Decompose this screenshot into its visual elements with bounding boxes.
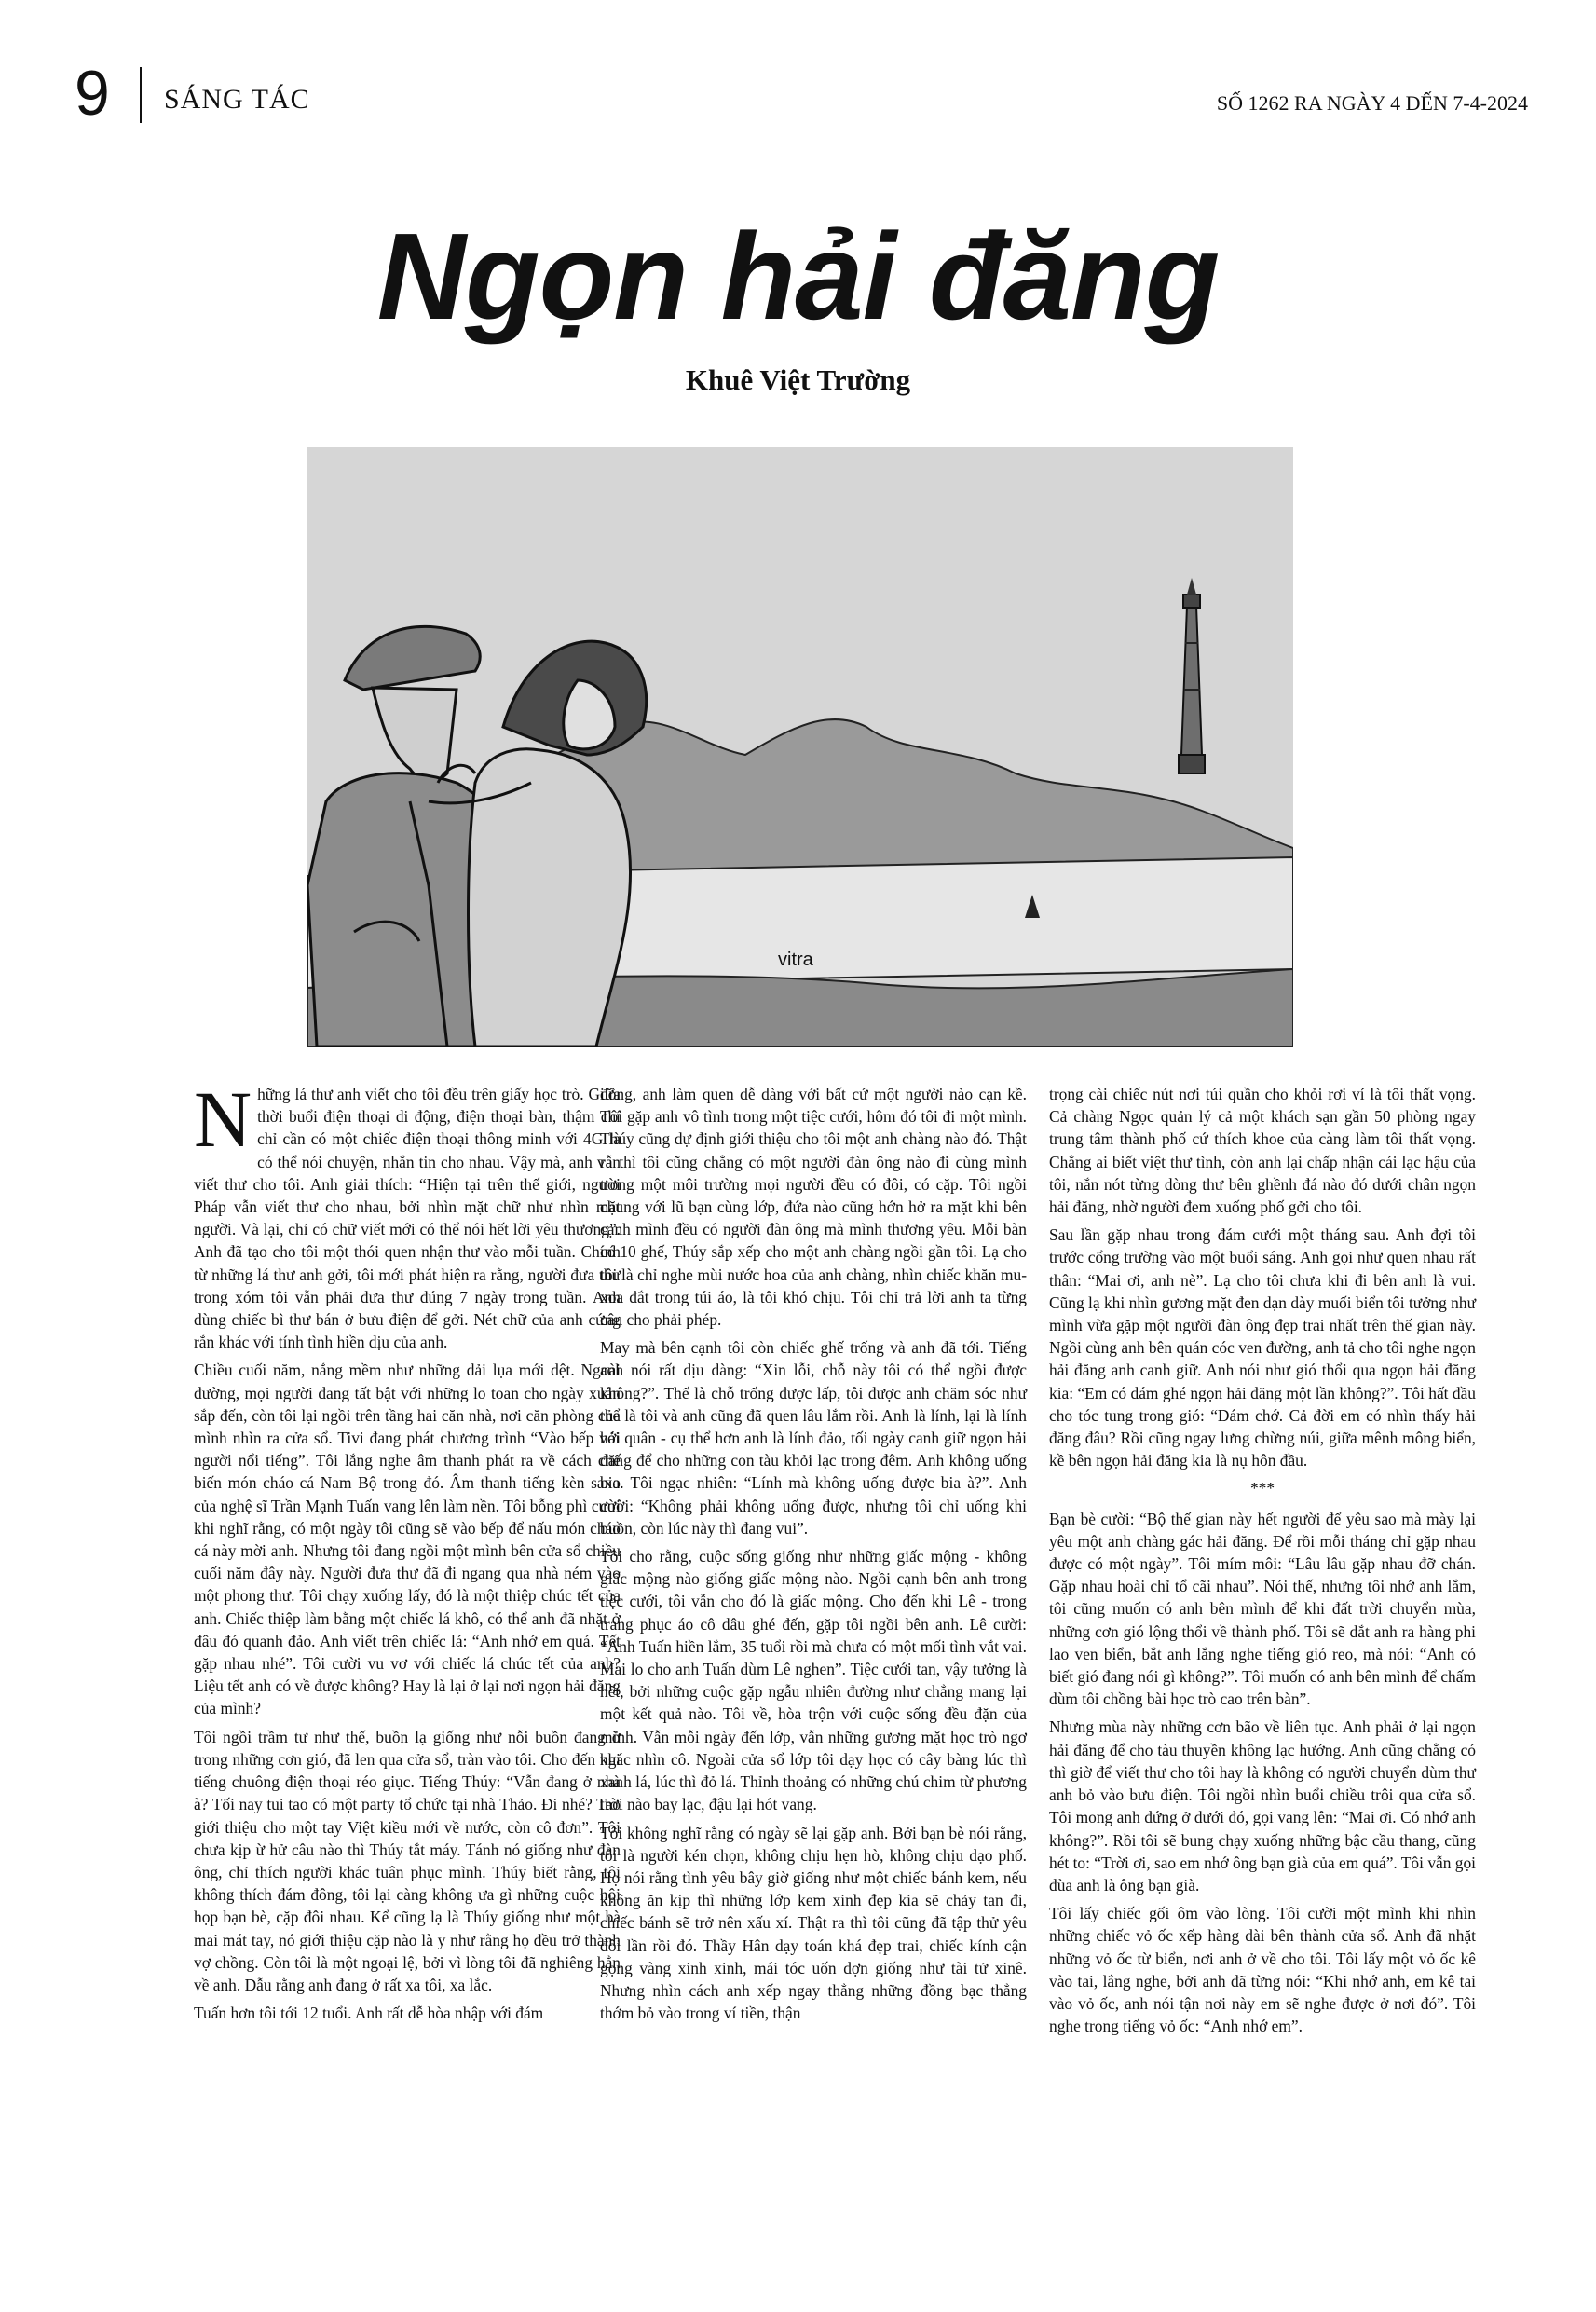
section-separator: *** bbox=[1249, 1479, 1275, 1498]
paragraph: Bạn bè cười: “Bộ thế gian này hết người để yêu sao mà mày lại yêu một anh chàng gác hải đăng. Để rồi mỗi tháng chỉ gặp nhau được có một ngày”. Tôi mím môi: “Lâu lâu gặp nhau đỡ chán. Gặp nhau hoài chỉ tổ cãi nhau”. Nói thế, nhưng tôi nhớ anh lắm, tôi cũng muốn có anh bên mình để khi đất trời chuyển mùa, những cơn gió lộng thổi về thành phố. Tôi sẽ dắt anh ra hàng phi lao ven biển, bắt anh lắng nghe tiếng gió reo, mà nói: “Anh có biết gió đang nói gì không?”. Tôi muốn có anh bên mình để chấm dùm tôi chồng bài học trò cao trên bàn”. bbox=[1049, 1509, 1476, 1709]
issue-info: SỐ 1262 RA NGÀY 4 ĐẾN 7-4-2024 bbox=[1216, 91, 1528, 115]
article-author: Khuê Việt Trường bbox=[685, 363, 911, 396]
section-name: SÁNG TÁC bbox=[164, 84, 310, 115]
paragraph: đông, anh làm quen dễ dàng với bất cứ một người nào cạn kề. Tôi gặp anh vô tình trong một tiệc cưới, hôm đó tôi đi một mình. Thúy cũng dự định giới thiệu cho tôi một anh chàng nào đó. Thật ra thì tôi cũng chẳng có một người đàn ông nào đi cùng mình trong một môi trường mọi người đều có đôi, có cặp. Tôi ngồi chung với lũ bạn cùng lớp, đứa nào cũng hớn hở ra mặt khi bên cạnh mình đều có người đàn ông mà mình thương yêu. Mỗi bàn có 10 ghế, Thúy sắp xếp cho một anh chàng ngồi gần tôi. Lạ cho tôi là chỉ nghe mùi nước hoa của anh chàng, nhìn chiếc khăn mu-xoa đắt trong túi áo, là tôi khó chịu. Tôi chỉ trả lời anh ta từng câu cho phải phép. bbox=[600, 1085, 1027, 1330]
paragraph: Tuấn hơn tôi tới 12 tuổi. Anh rất dễ hòa nhập với đám bbox=[194, 2004, 544, 2023]
page-number: 9 bbox=[75, 58, 110, 129]
article-title: Ngọn hải đăng bbox=[376, 208, 1220, 345]
paragraph: May mà bên cạnh tôi còn chiếc ghế trống và anh đã tới. Tiếng anh nói rất dịu dàng: “Xin lỗi, chỗ này tôi có thể ngồi được không?”. Thế là chỗ trống được lấp, tôi được anh chăm sóc như thể là tôi và anh cũng đã quen lâu lắm rồi. Anh là lính, lại là lính hải quân - cụ thể hơn anh là lính đảo, tối ngày canh giữ ngọn hải đăng để cho những con tàu khỏi lạc trong đêm. Anh không uống bia. Tôi ngạc nhiên: “Lính mà không uống được bia à?”. Anh cười: “Không phải không uống được, nhưng tôi chỉ uống khi buồn, còn lúc này thì đang vui”. bbox=[600, 1338, 1027, 1538]
text-column-2 bbox=[600, 1083, 1027, 2030]
paragraph bbox=[194, 1074, 621, 1353]
paragraph: Sau lần gặp nhau trong đám cưới một tháng sau. Anh đợi tôi trước cổng trường vào một buổi sáng. Anh gọi như quen nhau rất thân: “Mai ơi, anh nè”. Lạ cho tôi chưa khi đi bên anh là vui. Cũng lạ khi nhìn gương mặt đen dạn dày muối biển tôi tưởng như mình vừa gặp một người đàn ông đẹp trai nhất trên thế gian này. Ngồi cùng anh bên quán cóc ven đường, anh tả cho tôi nghe ngọn hải đăng anh canh giữ. Anh nói như gió thổi qua ngọn hải đăng kia: “Em có dám ghé ngọn hải đăng một lần không?”. Tôi hất đầu cho tóc tung trong gió: “Dám chớ. Cả đời em có nhìn thấy hải đăng đâu? Rồi cũng ngay lưng chừng núi, giữa mênh mông biển, kề bên ngọn hải đăng kia là nụ hôn đầu. bbox=[1049, 1225, 1476, 1471]
paragraph: Nhưng mùa này những cơn bão về liên tục. Anh phải ở lại ngọn hải đăng để cho tàu thuyền không lạc hướng. Anh cũng chẳng có thì giờ để viết thư cho tôi hay là không có người chuyển dùm thư anh bỏ vào bưu điện. Tôi ngồi nhìn buổi chiều trôi qua cửa sổ. Tôi mong anh đứng ở dưới đó, gọi vang lên: “Mai ơi. Có nhớ anh không?”. Rồi tôi sẽ bung chạy xuống những bậc cầu thang, cũng hét to: “Trời ơi, sao em nhớ ông bạn già của em quá”. Tôi vẫn gọi đùa anh là ông bạn già. bbox=[1049, 1717, 1476, 1895]
paragraph-text: hững lá thư anh viết cho tôi đều trên giấy học trò. Giữa thời buổi điện thoại di động, điện thoại bàn, thậm chí chỉ cần có một chiếc điện thoại thông minh với 4G là có thể nói chuyện, nhắn tin cho nhau. Vậy mà, anh vẫn viết thư cho tôi. Anh giải thích: “Hiện tại trên thế giới, người Pháp vẫn viết thư cho nhau, bởi nhìn mặt chữ như nhìn mặt người. Và lại, chỉ có chữ viết mới có thể nói hết lời yêu thương”. Anh đã tạo cho tôi một thói quen nhận thư vào mỗi tuần. Chính từ những lá thư anh gởi, tôi mới phát hiện ra rằng, người đưa thư trong xóm tôi vẫn phải đưa thư đúng 7 ngày trong tuần. Anh dùng chiếc bì thư bán ở bưu điện để gởi. Nét chữ của anh cứng rắn khác với tính tình hiền dịu của anh. bbox=[194, 1085, 621, 1352]
paragraph: Tôi ngồi trầm tư như thế, buồn lạ giống như nỗi buồn đang ở trong những cơn gió, đã len qua cửa sổ, tràn vào tôi. Cho đến khi tiếng chuông điện thoại réo giục. Tiếng Thúy: “Vẫn đang ở nhà à? Tối nay tui tao có một party tổ chức tại nhà Thảo. Đi nhé? Tao giới thiệu cho một tay Việt kiều mới về nước, còn cô đơn”. Tôi chưa kịp ừ hử câu nào thì Thúy tắt máy. Tánh nó giống như đàn ông, chỉ thích người khác tuân phục mình. Thúy biết rằng, tôi không thích đám đông, tôi lại càng không ưa gì những cuộc hội họp bạn bè, cặp đôi nhau. Kể cũng lạ là Thúy giống như một bà mai mát tay, nó giới thiệu cặp nào là y như rằng họ đều trở thành vợ chồng. Còn tôi là một ngoại lệ, bởi vì lòng tôi đã nghiêng hẳn về anh. Dẫu rằng anh đang ở rất xa tôi, xa lắc. bbox=[194, 1727, 621, 1994]
paragraph: Tôi lấy chiếc gối ôm vào lòng. Tôi cười một mình khi nhìn những chiếc vỏ ốc xếp hàng dài bên thành cửa sổ. Anh đã nhặt những vỏ ốc từ biển, nơi anh ở về cho tôi. Tôi lấy một vỏ ốc kê vào tai, lắng nghe, bởi anh đã từng nói: “Khi nhớ anh, em kê tai vào vỏ ốc, anh nói tận nơi này em sẽ nghe được ở nơi đó”. Tôi nghe trong tiếng vỏ ốc: “Anh nhớ em”. bbox=[1049, 1904, 1476, 2036]
story-illustration bbox=[307, 447, 1293, 1047]
paragraph: Tôi không nghĩ rằng có ngày sẽ lại gặp anh. Bởi bạn bè nói rằng, tôi là người kén chọn, không chịu hẹn hò, không chịu dạo phố. Họ nói rằng tình yêu bây giờ giống như một chiếc bánh kem, nếu không ăn kịp thì những lớp kem xinh đẹp kia sẽ chảy tan đi, chiếc bánh sẽ trở nên xấu xí. Thật ra thì tôi cũng đã tập thử yêu đôi lần rồi đó. Thầy Hân dạy toán khá đẹp trai, chiếc kính cận gọng vàng xinh xinh, mái tóc uốn dợn giống như tài tử xinê. Nhưng nhìn cách anh xếp ngay thẳng những đồng bạc thẳng thớm bỏ vào trong ví tiền, thận bbox=[600, 1823, 1027, 2023]
paragraph: Chiều cuối năm, nắng mềm như những dải lụa mới dệt. Ngoài đường, mọi người đang tất bật với những lo toan cho ngày xuân sắp đến, còn tôi lại ngồi trên tầng hai căn nhà, nơi căn phòng của mình nhìn ra cửa sổ. Tivi đang phát chương trình “Vào bếp với người nổi tiếng”. Tôi lắng nghe âm thanh phát ra về cách chế biến món cháo cá Nam Bộ trong đó. Âm thanh tiếng kèn saxo của nghệ sĩ Trần Mạnh Tuấn vang lên làm nền. Tôi bỗng phì cười khi nghĩ rằng, có một ngày tôi cũng sẽ vào bếp để nấu món cháo cá này mời anh. Nhưng tôi đang ngồi một mình bên cửa sổ chiều cuối năm đây này. Người đưa thư đã đi ngang qua nhà ném vào một phong thư. Tôi chạy xuống lấy, đó là một thiệp chúc tết của anh. Chiếc thiệp làm bằng một chiếc lá khô, có thể anh đã nhặt ở đâu đó quanh đảo. Anh viết trên chiếc lá: “Anh nhớ em quá. Tết gặp nhau nhé”. Tôi cười vu vơ với chiếc lá chúc tết của anh? Liệu tết anh có về được không? Hay là lại ở lại nơi ngọn hải đăng của mình? bbox=[194, 1361, 621, 1718]
text-column-1 bbox=[194, 1074, 621, 2030]
illustration-signature: vitra bbox=[778, 950, 813, 970]
paragraph: Tôi cho rằng, cuộc sống giống như những giấc mộng - không giấc mộng nào giống giấc mộng nào. Ngồi cạnh bên anh trong tiệc cưới, tôi vẫn cho đó là giấc mộng. Cho đến khi Lê - trong trang phục áo cô dâu ghé đến, gặp tôi ngồi bên anh. Lê cười: “Anh Tuấn hiền lắm, 35 tuổi rồi mà chưa có một mối tình vắt vai. Mai lo cho anh Tuấn dùm Lê nghen”. Tiệc cưới tan, vậy tưởng là hết, bởi những cuộc gặp ngẫu nhiên đường như chẳng mang lại một kết quả nào. Tôi về, hòa trộn với cuộc sống đều đặn của mình. Vẫn mỗi ngày đến lớp, vẫn những gương mặt học trò ngơ ngác nhìn cô. Ngoài cửa sổ lớp tôi dạy học có cây bàng lúc thì xanh lá, lúc thì đỏ lá. Thỉnh thoảng có những chú chim từ phương trời nào bay lạc, đậu lại hót vang. bbox=[600, 1547, 1027, 1814]
header-divider bbox=[140, 67, 142, 123]
text-column-3 bbox=[1049, 1083, 1476, 2043]
paragraph: trọng cài chiếc nút nơi túi quần cho khỏi rơi ví là tôi thất vọng. Cả chàng Ngọc quản lý cả một khách sạn gần 50 phòng ngay trung tâm thành phố cứ thích khoe của càng làm tôi thất vọng. Chẳng ai biết việt thư tình, còn anh lại chấp nhận cái lạc hậu của tôi, nắn nót từng dòng thư bên ghềnh đá nào đó dưới chân ngọn hải đăng, nhờ người đem xuống phố gởi cho tôi. bbox=[1049, 1085, 1476, 1217]
page-header bbox=[75, 56, 1528, 130]
drop-cap: N bbox=[194, 1074, 252, 1164]
